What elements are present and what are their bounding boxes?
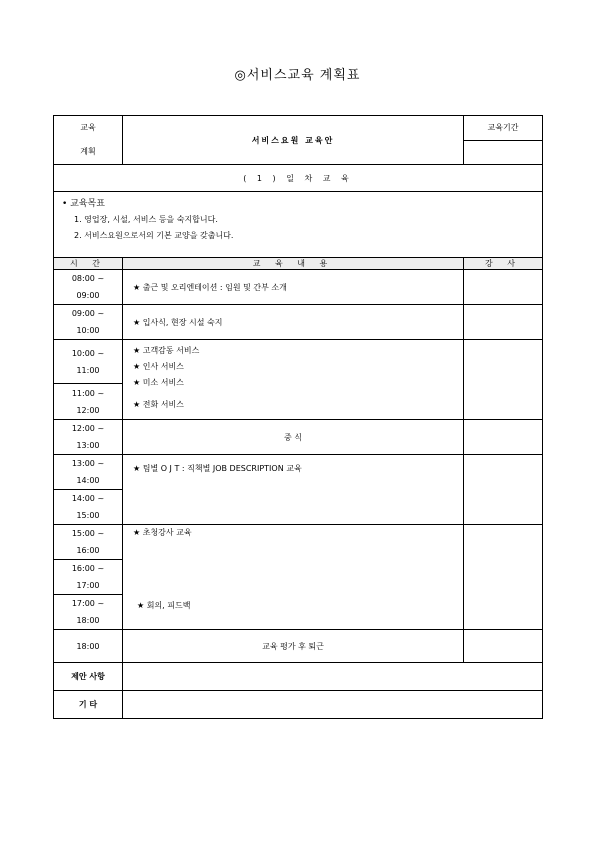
- column-header-content: 교 육 내 용: [123, 258, 464, 270]
- suggestions-field[interactable]: [123, 663, 543, 691]
- time-slot-1600: [54, 560, 123, 595]
- time-slot-1200: [54, 420, 123, 455]
- time-end: 14:00: [76, 476, 100, 485]
- goal-item-2: 2. 서비스요원으로서의 기본 교양을 갖춥니다.: [74, 231, 234, 240]
- time-slot-1000: [54, 340, 123, 384]
- column-header-time: 시 간: [54, 258, 123, 270]
- column-header-instructor: 강 사: [464, 258, 543, 270]
- content-evaluation: 교육 평가 후 퇴근: [123, 630, 464, 663]
- time-start: 13:00 ~: [71, 459, 105, 468]
- time-end: 15:00: [76, 511, 100, 520]
- time-slot-1700: [54, 595, 123, 630]
- content-induction: ★ 입사식, 현장 시설 숙지: [123, 305, 464, 340]
- goals-heading: • 교육목표: [62, 199, 105, 209]
- content-ojt: ★ 팀별 O J T : 직책별 JOB DESCRIPTION 교육: [123, 455, 464, 525]
- content-line: ★ 미소 서비스: [133, 378, 184, 387]
- plan-label-line2: 계획: [80, 147, 96, 156]
- time-slot-1400: [54, 490, 123, 525]
- content-line: ★ 전화 서비스: [133, 400, 184, 409]
- main-title: 서비스요원 교육안: [123, 116, 464, 165]
- plan-label-cell: [54, 116, 123, 165]
- period-value[interactable]: [464, 140, 543, 165]
- suggestions-label: 제안 사항: [54, 663, 123, 691]
- time-slot-1300: [54, 455, 123, 490]
- content-service-training: [123, 340, 464, 420]
- goals-section: [54, 192, 543, 258]
- time-end: 13:00: [76, 441, 100, 450]
- time-slot-0900: [54, 305, 123, 340]
- time-end: 12:00: [76, 405, 100, 415]
- content-orientation: ★ 출근 및 오리엔테이션 : 임원 및 간부 소개: [123, 270, 464, 305]
- instructor-cell-4[interactable]: [464, 420, 543, 455]
- instructor-cell-1[interactable]: [464, 270, 543, 305]
- time-start: 17:00 ~: [71, 599, 105, 608]
- time-end: 10:00: [76, 326, 100, 335]
- instructor-cell-3[interactable]: [464, 340, 543, 420]
- time-start: 10:00 ~: [71, 348, 105, 358]
- time-start: 11:00 ~: [71, 388, 105, 398]
- time-end: 09:00: [76, 291, 100, 300]
- time-slot-0800: [54, 270, 123, 305]
- instructor-cell-2[interactable]: [464, 305, 543, 340]
- training-plan-table: [53, 115, 543, 719]
- time-end: 16:00: [76, 546, 100, 555]
- session-title: ( 1 ) 일 차 교 육: [54, 165, 543, 192]
- content-guest-lecture: [123, 525, 464, 630]
- others-field[interactable]: [123, 691, 543, 719]
- time-slot-1500: [54, 525, 123, 560]
- page-title: ◎서비스교육 계획표: [234, 68, 361, 83]
- instructor-cell-6[interactable]: [464, 525, 543, 630]
- content-lunch: 중 식: [123, 420, 464, 455]
- others-label: 기 타: [54, 691, 123, 719]
- instructor-cell-7[interactable]: [464, 630, 543, 663]
- time-start: 15:00 ~: [71, 529, 105, 538]
- time-slot-1100: [54, 384, 123, 420]
- time-start: 09:00 ~: [71, 309, 105, 318]
- period-label: 교육기간: [464, 116, 543, 141]
- content-line: ★ 인사 서비스: [133, 362, 184, 371]
- time-start: 16:00 ~: [71, 564, 105, 573]
- time-end: 17:00: [76, 581, 100, 590]
- time-end: 11:00: [76, 365, 100, 375]
- time-slot-1800: 18:00: [54, 630, 123, 663]
- time-start: 14:00 ~: [71, 494, 105, 503]
- time-start: 12:00 ~: [71, 424, 105, 433]
- plan-label-line1: 교육: [80, 123, 96, 132]
- instructor-cell-5[interactable]: [464, 455, 543, 525]
- time-start: 08:00 ~: [71, 274, 105, 283]
- goal-item-1: 1. 영업장, 시설, 서비스 등을 숙지합니다.: [74, 215, 218, 224]
- content-line: ★ 회의, 피드백: [137, 601, 191, 610]
- content-line: ★ 고객감동 서비스: [133, 346, 200, 355]
- content-line: ★ 초청강사 교육: [133, 528, 192, 537]
- time-end: 18:00: [76, 616, 100, 625]
